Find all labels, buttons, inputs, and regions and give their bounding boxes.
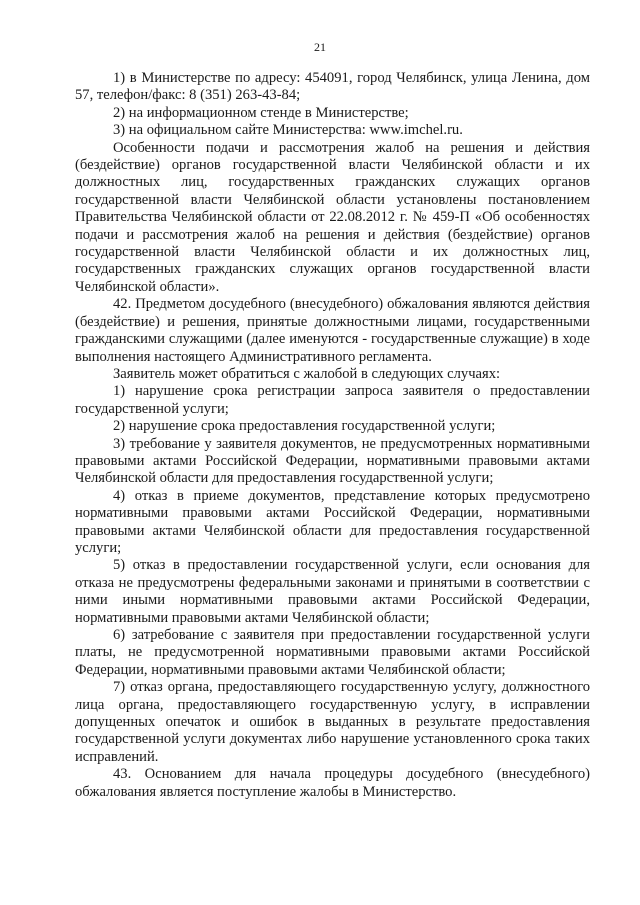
paragraph-address: 1) в Министерстве по адресу: 454091, город Челябинск, улица Ленина, дом 57, телефон/факс: 8 (351) 263-43-84; <box>75 70 590 104</box>
page-number: 21 <box>314 40 326 54</box>
list-item-7: 7) отказ органа, предоставляющего государственную услугу, должностного лица органа, предоставляющего государственную услугу, в исправлении допущенных опечаток и ошибок в выданных в результате предоставления государственной услуги документах либо нарушение установленного срока таких исправлений. <box>75 679 590 765</box>
list-item-5: 5) отказ в предоставлении государственной услуги, если основания для отказа не предусмотрены федеральными законами и принятыми в соответствии с ними иными нормативными правовыми актами Российской Федерации, нормативными правовыми актами Челябинской области; <box>75 557 590 626</box>
paragraph-clause-43: 43. Основанием для начала процедуры досудебного (внесудебного) обжалования является поступление жалобы в Министерство. <box>75 766 590 800</box>
paragraph-complaint-features: Особенности подачи и рассмотрения жалоб на решения и действия (бездействие) органов государственной власти Челябинской области и их должностных лиц, государственных гражданских служащих органов государственной власти Челябинской области установлены постановлением Правительства Челябинской области от 22.08.2012 г. № 459-П «Об особенностях подачи и рассмотрения жалоб на решения и действия (бездействие) органов государственной власти Челябинской области и их должностных лиц, государственных гражданских служащих органов государственной власти Челябинской области». <box>75 139 590 295</box>
list-item-3: 3) требование у заявителя документов, не предусмотренных нормативными правовыми актами Российской Федерации, нормативными правовыми актами Челябинской области для предоставления государственной услуги; <box>75 435 590 487</box>
list-item-2: 2) нарушение срока предоставления государственной услуги; <box>113 418 496 435</box>
paragraph-clause-42: 42. Предметом досудебного (внесудебного) обжалования являются действия (бездействие) и решения, принятые должностными лицами, государственными гражданскими служащими (далее именуются - государственные служащие) в ходе выполнения настоящего Административного регламента. <box>75 296 590 365</box>
list-item-1: 1) нарушение срока регистрации запроса заявителя о предоставлении государственной услуги; <box>75 383 590 417</box>
list-item-4: 4) отказ в приеме документов, представление которых предусмотрено нормативными правовыми актами Российской Федерации, нормативными правовыми актами Челябинской области для предоставления государственной услуги; <box>75 487 590 556</box>
document-body <box>75 70 590 801</box>
paragraph-complaint-cases: Заявитель может обратиться с жалобой в следующих случаях: <box>113 365 501 382</box>
paragraph-website: 3) на официальном сайте Министерства: www.imchel.ru. <box>113 122 463 139</box>
list-item-6: 6) затребование с заявителя при предоставлении государственной услуги платы, не предусмотренной нормативными правовыми актами Российской Федерации, нормативными правовыми актами Челябинской области; <box>75 627 590 678</box>
paragraph-info-stand: 2) на информационном стенде в Министерстве; <box>113 104 409 121</box>
